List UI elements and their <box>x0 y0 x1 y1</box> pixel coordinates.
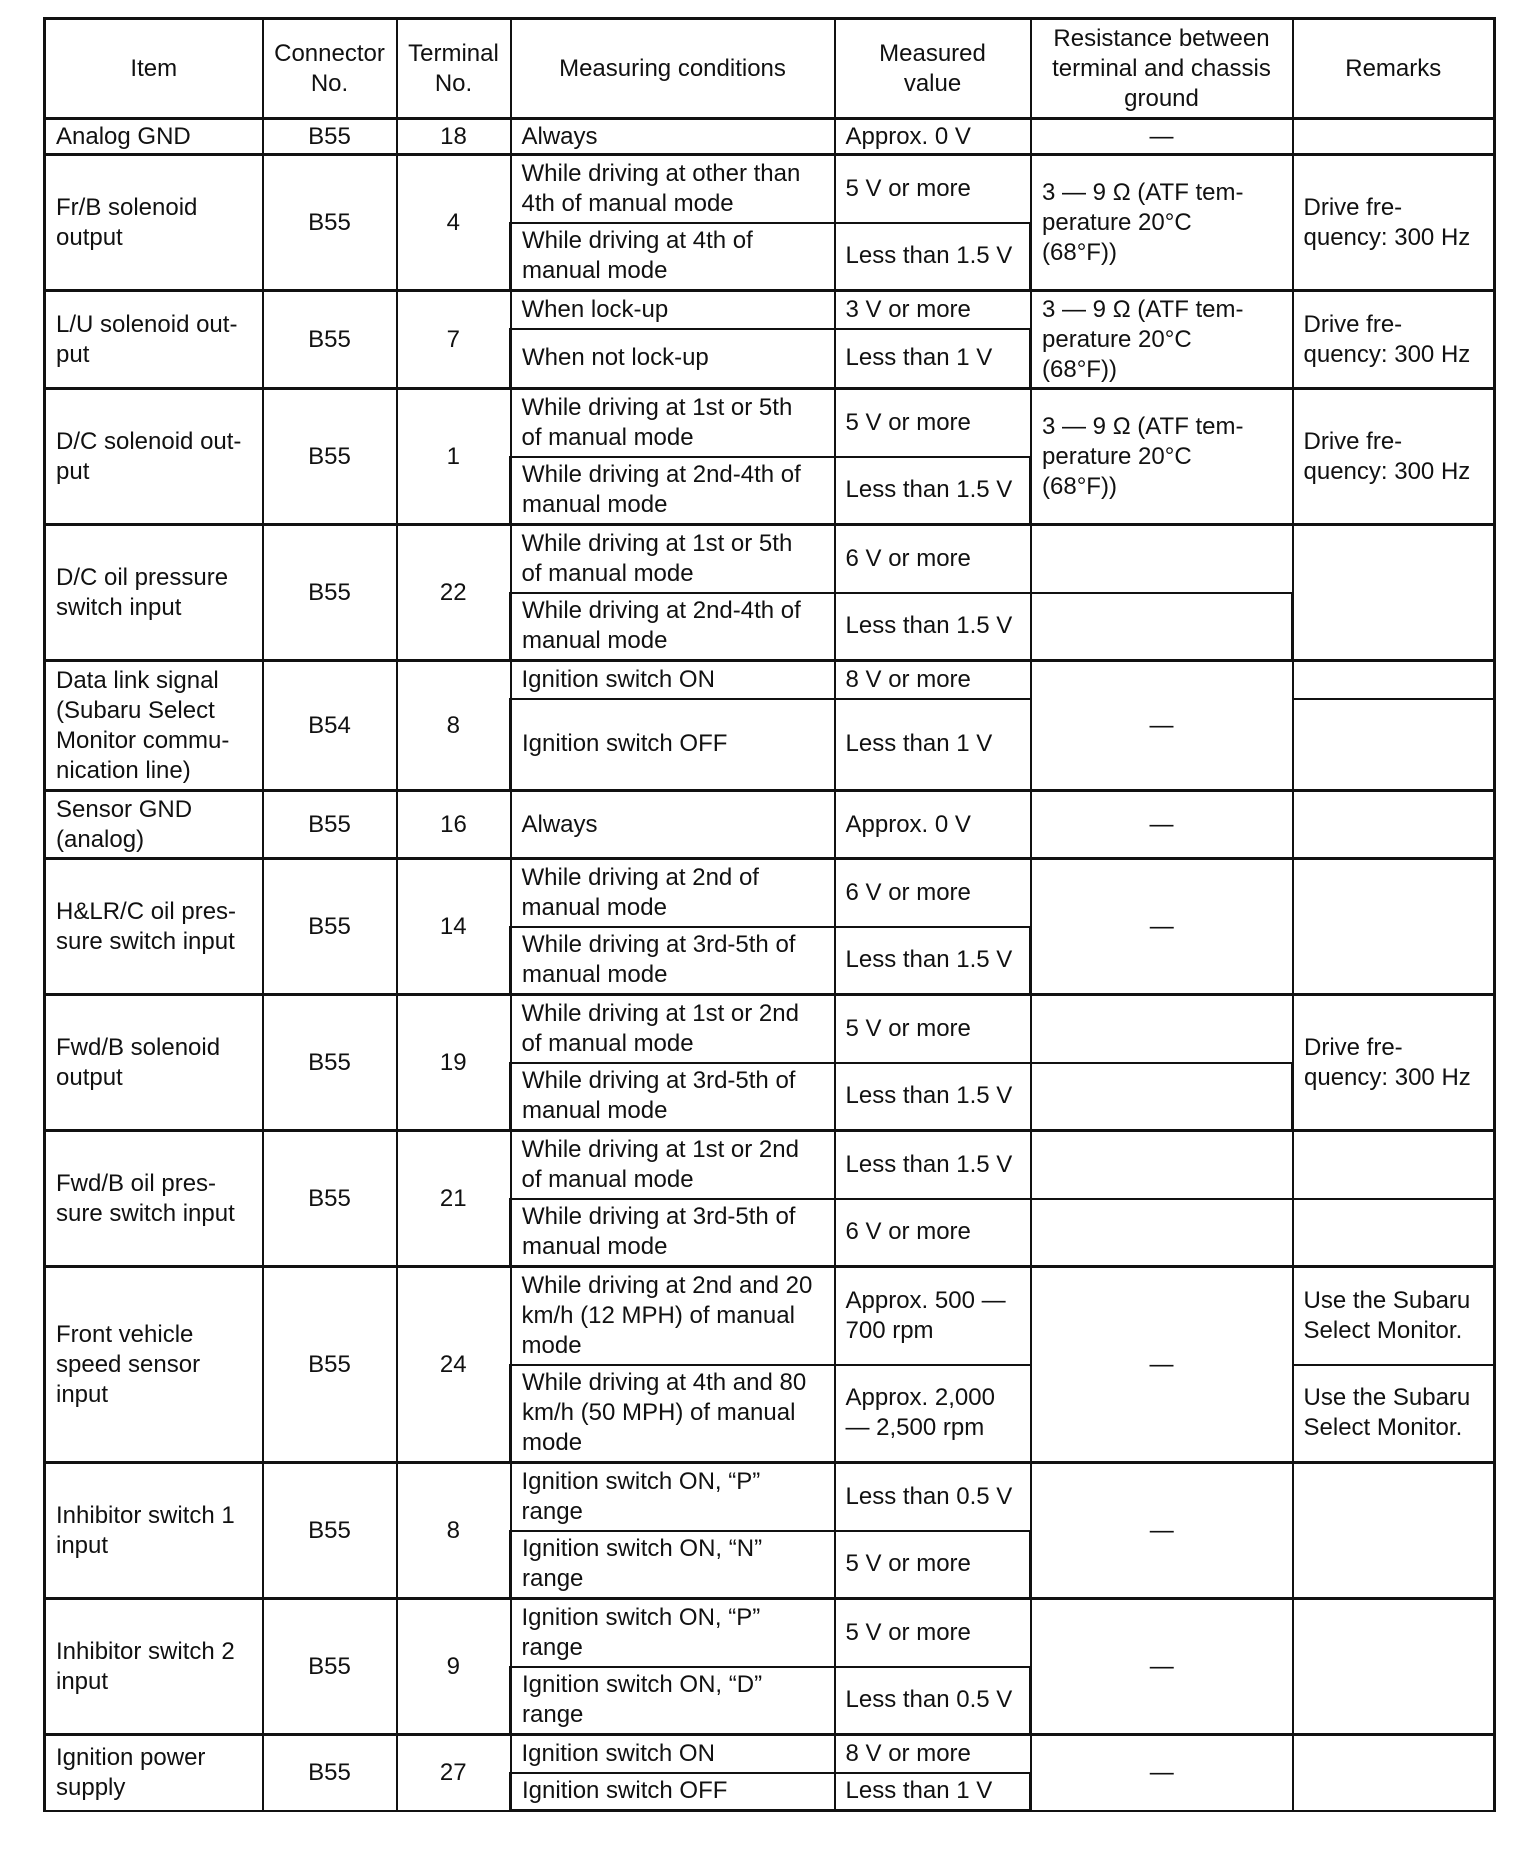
table-cell: Approx. 2,000 — 2,500 rpm <box>835 1365 1031 1463</box>
table-cell <box>1293 699 1495 791</box>
table-cell: B55 <box>263 525 397 661</box>
table-cell: B55 <box>263 389 397 525</box>
table-row <box>45 859 1495 927</box>
table-cell: While driving at 1st or 2nd of manual mode <box>511 1131 835 1199</box>
table-cell: Use the Subaru Select Monitor. <box>1293 1365 1495 1463</box>
table-row <box>45 291 1495 329</box>
header-row <box>45 19 1495 119</box>
table-cell: Less than 1.5 V <box>835 593 1031 661</box>
table-cell: When not lock-up <box>511 329 835 389</box>
table-cell: B55 <box>263 791 397 859</box>
table-row <box>45 525 1495 593</box>
table-cell: L/U solenoid out- put <box>45 291 263 389</box>
table-cell: — <box>1031 1463 1293 1599</box>
table-cell: 8 <box>397 1463 511 1599</box>
table-cell: 19 <box>397 995 511 1131</box>
table-cell <box>1031 1063 1293 1131</box>
table-cell: 9 <box>397 1599 511 1735</box>
table-cell: 14 <box>397 859 511 995</box>
table-cell: Less than 1 V <box>835 699 1031 791</box>
table-cell: Front vehicle speed sensor input <box>45 1267 263 1463</box>
table-cell: Less than 1.5 V <box>835 223 1031 291</box>
table-cell: Drive fre- quency: 300 Hz <box>1293 291 1495 389</box>
table-cell <box>1293 661 1495 699</box>
table-cell: 24 <box>397 1267 511 1463</box>
table-cell: While driving at 1st or 5th of manual mode <box>511 525 835 593</box>
table-cell: Inhibitor switch 1 input <box>45 1463 263 1599</box>
table-cell: While driving at 2nd and 20 km/h (12 MPH) of manual mode <box>511 1267 835 1365</box>
table-cell: B55 <box>263 291 397 389</box>
table-cell <box>1293 1131 1495 1199</box>
table-row <box>45 119 1495 155</box>
table-cell: 27 <box>397 1735 511 1811</box>
table-cell <box>1293 1735 1495 1811</box>
table-cell: Ignition switch OFF <box>511 699 835 791</box>
table-cell: H&LR/C oil pres- sure switch input <box>45 859 263 995</box>
table-cell: Ignition power supply <box>45 1735 263 1811</box>
table-header <box>45 19 1495 119</box>
table-row <box>45 1735 1495 1773</box>
table-cell <box>1031 995 1293 1063</box>
table-cell: Approx. 0 V <box>835 119 1031 155</box>
table-cell: Always <box>511 119 835 155</box>
table-cell: — <box>1031 1735 1293 1811</box>
table-cell: Drive fre- quency: 300 Hz <box>1293 155 1495 291</box>
table-cell: 3 V or more <box>835 291 1031 329</box>
table-cell: 1 <box>397 389 511 525</box>
table-cell: While driving at 1st or 5th of manual mode <box>511 389 835 457</box>
table-cell: Approx. 500 — 700 rpm <box>835 1267 1031 1365</box>
table-cell: Drive fre- quency: 300 Hz <box>1293 389 1495 525</box>
table-row <box>45 1131 1495 1199</box>
table-row <box>45 661 1495 699</box>
table-cell <box>1293 1599 1495 1735</box>
table-cell: 3 — 9 Ω (ATF tem- perature 20°C (68°F)) <box>1031 389 1293 525</box>
table-cell: Ignition switch ON <box>511 1735 835 1773</box>
table-cell <box>1031 1199 1293 1267</box>
table-cell: While driving at 2nd of manual mode <box>511 859 835 927</box>
table-cell: B54 <box>263 661 397 791</box>
table-cell: Less than 1 V <box>835 329 1031 389</box>
table-cell: While driving at 4th of manual mode <box>511 223 835 291</box>
table-cell: Sensor GND (analog) <box>45 791 263 859</box>
table-cell: 5 V or more <box>835 389 1031 457</box>
table-cell: B55 <box>263 1131 397 1267</box>
table-cell: 3 — 9 Ω (ATF tem- perature 20°C (68°F)) <box>1031 291 1293 389</box>
table-cell: While driving at 3rd-5th of manual mode <box>511 927 835 995</box>
table-cell: Less than 1 V <box>835 1773 1031 1811</box>
header-item: Item <box>45 19 263 119</box>
table-cell: B55 <box>263 995 397 1131</box>
table-cell <box>1293 1199 1495 1267</box>
table-cell: 5 V or more <box>835 1599 1031 1667</box>
table-cell: — <box>1031 859 1293 995</box>
header-remarks: Remarks <box>1293 19 1495 119</box>
table-cell: While driving at 1st or 2nd of manual mode <box>511 995 835 1063</box>
table-row <box>45 155 1495 223</box>
table-cell: B55 <box>263 1599 397 1735</box>
table-cell: B55 <box>263 1735 397 1811</box>
table-cell: D/C oil pressure switch input <box>45 525 263 661</box>
table-cell: Fr/B solenoid output <box>45 155 263 291</box>
table-cell: — <box>1031 1599 1293 1735</box>
table-cell: Inhibitor switch 2 input <box>45 1599 263 1735</box>
table-cell: Data link signal (Subaru Select Monitor commu- nication line) <box>45 661 263 791</box>
table-cell: — <box>1031 791 1293 859</box>
table-cell: 6 V or more <box>835 525 1031 593</box>
table-cell: B55 <box>263 1463 397 1599</box>
table-cell: While driving at 2nd-4th of manual mode <box>511 593 835 661</box>
header-measured-value: Measured value <box>835 19 1031 119</box>
table-cell: 18 <box>397 119 511 155</box>
table-cell: Analog GND <box>45 119 263 155</box>
table-cell: Drive fre- quency: 300 Hz <box>1293 995 1495 1131</box>
table-cell: 16 <box>397 791 511 859</box>
header-resistance: Resistance between terminal and chassis ground <box>1031 19 1293 119</box>
table-cell: 6 V or more <box>835 859 1031 927</box>
table-row <box>45 791 1495 859</box>
table-cell <box>1031 593 1293 661</box>
table-cell <box>1031 525 1293 593</box>
table-cell: Use the Subaru Select Monitor. <box>1293 1267 1495 1365</box>
table-cell: While driving at 3rd-5th of manual mode <box>511 1063 835 1131</box>
table-cell: Less than 0.5 V <box>835 1463 1031 1531</box>
table-cell: While driving at other than 4th of manual mode <box>511 155 835 223</box>
table-cell: 8 V or more <box>835 661 1031 699</box>
table-cell: 3 — 9 Ω (ATF tem- perature 20°C (68°F)) <box>1031 155 1293 291</box>
table-cell: 5 V or more <box>835 155 1031 223</box>
terminal-check-table <box>43 17 1496 1812</box>
table-row <box>45 995 1495 1063</box>
table-cell: B55 <box>263 1267 397 1463</box>
table-cell <box>1293 525 1495 661</box>
table-cell: Fwd/B solenoid output <box>45 995 263 1131</box>
table-cell: Less than 1.5 V <box>835 1063 1031 1131</box>
table-cell: Ignition switch ON <box>511 661 835 699</box>
table-cell: Ignition switch OFF <box>511 1773 835 1811</box>
table-cell: 8 <box>397 661 511 791</box>
table-cell <box>1031 1131 1293 1199</box>
table-cell: Ignition switch ON, “P” range <box>511 1599 835 1667</box>
table-cell: When lock-up <box>511 291 835 329</box>
table-row <box>45 1267 1495 1365</box>
table-cell: Ignition switch ON, “P” range <box>511 1463 835 1531</box>
table-cell: 5 V or more <box>835 1531 1031 1599</box>
table-cell: Ignition switch ON, “D” range <box>511 1667 835 1735</box>
header-connector-no: Connector No. <box>263 19 397 119</box>
table-cell: Approx. 0 V <box>835 791 1031 859</box>
table-cell: While driving at 3rd-5th of manual mode <box>511 1199 835 1267</box>
table-cell: Always <box>511 791 835 859</box>
table-cell: D/C solenoid out- put <box>45 389 263 525</box>
table-cell: 4 <box>397 155 511 291</box>
table-cell <box>1293 859 1495 995</box>
table-cell: 7 <box>397 291 511 389</box>
table-cell <box>1293 1463 1495 1599</box>
table-row <box>45 389 1495 457</box>
table-cell: B55 <box>263 155 397 291</box>
table-cell: Less than 1.5 V <box>835 457 1031 525</box>
table-cell: Less than 1.5 V <box>835 1131 1031 1199</box>
table-cell: — <box>1031 661 1293 791</box>
table-cell: Less than 1.5 V <box>835 927 1031 995</box>
table-cell: B55 <box>263 119 397 155</box>
table-cell: 22 <box>397 525 511 661</box>
table-cell: 21 <box>397 1131 511 1267</box>
table-cell: 5 V or more <box>835 995 1031 1063</box>
table-body <box>45 119 1495 1811</box>
table-row <box>45 1599 1495 1667</box>
header-measuring-conditions: Measuring conditions <box>511 19 835 119</box>
table-cell: B55 <box>263 859 397 995</box>
table-cell: 8 V or more <box>835 1735 1031 1773</box>
table-cell: Less than 0.5 V <box>835 1667 1031 1735</box>
table-cell <box>1293 119 1495 155</box>
table-cell: Ignition switch ON, “N” range <box>511 1531 835 1599</box>
table-cell: — <box>1031 119 1293 155</box>
table-cell: Fwd/B oil pres- sure switch input <box>45 1131 263 1267</box>
table-cell: While driving at 4th and 80 km/h (50 MPH) of manual mode <box>511 1365 835 1463</box>
table-cell: While driving at 2nd-4th of manual mode <box>511 457 835 525</box>
table-row <box>45 1463 1495 1531</box>
table-cell: — <box>1031 1267 1293 1463</box>
table-cell: 6 V or more <box>835 1199 1031 1267</box>
table-cell <box>1293 791 1495 859</box>
header-terminal-no: Terminal No. <box>397 19 511 119</box>
